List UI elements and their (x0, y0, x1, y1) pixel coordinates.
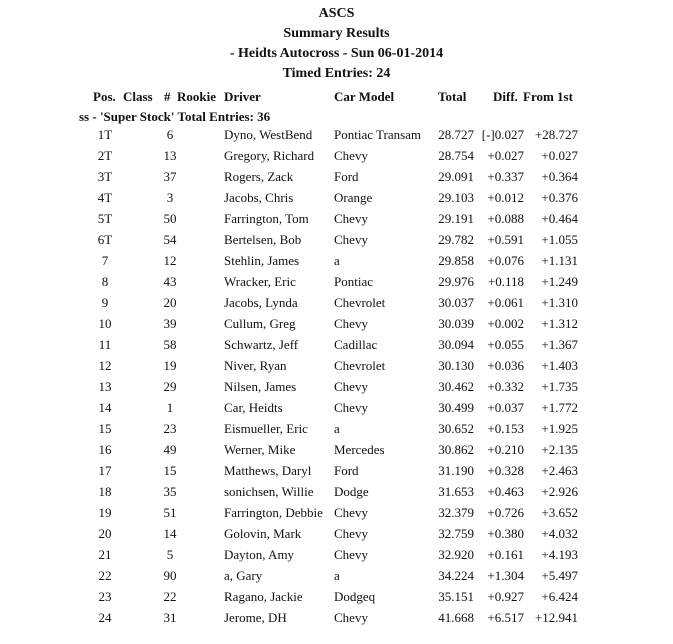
row-pos: 22 (98, 568, 112, 583)
row-pos: 12 (98, 358, 112, 373)
row-number: 5 (166, 547, 174, 562)
row-total: 30.094 (438, 337, 474, 352)
row-from-first: +0.376 (541, 190, 578, 205)
row-driver: Rogers, Zack (224, 169, 294, 184)
row-from-first: +6.424 (541, 589, 578, 604)
row-total: 32.379 (438, 505, 474, 520)
row-car-model: Chevy (334, 379, 368, 394)
row-car-model: Chevy (334, 148, 368, 163)
row-number: 51 (163, 505, 177, 520)
row-pos: 16 (98, 442, 112, 457)
row-driver: sonichsen, Willie (224, 484, 314, 499)
row-car-model: Pontiac Transam (334, 127, 422, 142)
row-number: 6 (166, 127, 174, 142)
row-from-first: +1.310 (541, 295, 578, 310)
row-car-model: a (334, 253, 340, 268)
row-total: 34.224 (438, 568, 474, 583)
row-car-model: Chevy (334, 505, 368, 520)
row-number: 49 (163, 442, 177, 457)
col-diff: Diff. (493, 89, 518, 104)
report-title: Summary Results (283, 26, 390, 41)
row-diff: +0.161 (487, 547, 524, 562)
row-diff: +0.037 (487, 400, 524, 415)
row-total: 31.653 (438, 484, 474, 499)
row-total: 29.858 (438, 253, 474, 268)
row-from-first: +0.364 (541, 169, 578, 184)
row-pos: 9 (101, 295, 109, 310)
row-total: 29.091 (438, 169, 474, 184)
row-total: 29.191 (438, 211, 474, 226)
row-diff: +0.076 (487, 253, 524, 268)
row-pos: 8 (101, 274, 109, 289)
row-diff: +0.463 (487, 484, 524, 499)
row-number: 90 (163, 568, 177, 583)
row-number: 37 (163, 169, 177, 184)
row-driver: Bertelsen, Bob (224, 232, 302, 247)
row-total: 30.652 (438, 421, 474, 436)
row-from-first: +1.055 (541, 232, 578, 247)
row-number: 35 (163, 484, 177, 499)
row-car-model: Chevy (334, 547, 368, 562)
row-number: 14 (163, 526, 177, 541)
row-from-first: +28.727 (534, 127, 578, 142)
row-driver: Jerome, DH (224, 610, 287, 625)
row-pos: 24 (98, 610, 112, 625)
row-number: 58 (163, 337, 177, 352)
org-title: ASCS (318, 6, 355, 21)
row-number: 39 (163, 316, 177, 331)
row-total: 30.862 (438, 442, 474, 457)
row-pos: 2T (97, 148, 113, 163)
row-driver: Wracker, Eric (224, 274, 296, 289)
row-driver: Jacobs, Lynda (224, 295, 298, 310)
row-from-first: +1.925 (541, 421, 578, 436)
row-car-model: a (334, 568, 340, 583)
row-pos: 6T (97, 232, 113, 247)
row-total: 35.151 (438, 589, 474, 604)
row-number: 23 (163, 421, 177, 436)
row-driver: Farrington, Tom (224, 211, 309, 226)
row-car-model: Chevy (334, 610, 368, 625)
row-total: 29.782 (438, 232, 474, 247)
row-from-first: +0.464 (541, 211, 578, 226)
row-diff: +0.002 (487, 316, 524, 331)
row-car-model: Chevy (334, 316, 368, 331)
row-number: 54 (163, 232, 177, 247)
row-number: 19 (163, 358, 177, 373)
row-diff: +0.055 (487, 337, 524, 352)
row-diff: +0.118 (487, 274, 524, 289)
row-pos: 21 (98, 547, 112, 562)
row-pos: 1T (97, 127, 113, 142)
row-car-model: Ford (334, 463, 359, 478)
row-pos: 19 (98, 505, 112, 520)
row-car-model: Mercedes (334, 442, 385, 457)
row-total: 30.039 (438, 316, 474, 331)
row-driver: Niver, Ryan (224, 358, 287, 373)
row-pos: 11 (98, 337, 112, 352)
row-diff: +0.210 (487, 442, 524, 457)
row-from-first: +1.367 (541, 337, 578, 352)
row-total: 28.754 (438, 148, 474, 163)
col-class: Class (123, 89, 153, 104)
row-diff: +0.088 (487, 211, 524, 226)
timed-entries: Timed Entries: 24 (282, 66, 391, 81)
col-total: Total (438, 89, 467, 104)
row-driver: Ragano, Jackie (224, 589, 303, 604)
row-driver: Gregory, Richard (224, 148, 315, 163)
row-total: 41.668 (438, 610, 474, 625)
row-diff: +0.328 (487, 463, 524, 478)
row-car-model: Chevrolet (334, 295, 386, 310)
row-car-model: Chevy (334, 526, 368, 541)
row-diff: +0.927 (487, 589, 524, 604)
row-car-model: Cadillac (334, 337, 378, 352)
row-car-model: Chevy (334, 232, 368, 247)
row-diff: +1.304 (487, 568, 524, 583)
row-pos: 13 (98, 379, 112, 394)
row-diff: +0.027 (487, 148, 524, 163)
row-pos: 14 (98, 400, 112, 415)
row-driver: a, Gary (224, 568, 263, 583)
row-from-first: +4.193 (541, 547, 578, 562)
row-driver: Golovin, Mark (224, 526, 302, 541)
row-car-model: Ford (334, 169, 359, 184)
row-pos: 17 (98, 463, 112, 478)
row-pos: 10 (98, 316, 112, 331)
row-driver: Schwartz, Jeff (224, 337, 299, 352)
row-diff: +0.337 (487, 169, 524, 184)
row-car-model: Dodgeq (334, 589, 376, 604)
row-driver: Farrington, Debbie (224, 505, 323, 520)
row-total: 31.190 (438, 463, 474, 478)
row-driver: Dyno, WestBend (224, 127, 313, 142)
row-car-model: Pontiac (334, 274, 373, 289)
row-diff: +0.153 (487, 421, 524, 436)
row-from-first: +1.249 (541, 274, 578, 289)
row-from-first: +1.312 (541, 316, 578, 331)
row-diff: +0.332 (487, 379, 524, 394)
row-car-model: Chevy (334, 400, 368, 415)
row-from-first: +2.135 (541, 442, 578, 457)
row-number: 15 (163, 463, 177, 478)
row-pos: 23 (98, 589, 112, 604)
row-pos: 7 (101, 253, 109, 268)
col-pos: Pos. (93, 89, 116, 104)
event-title: - Heidts Autocross - Sun 06-01-2014 (229, 46, 444, 61)
row-diff: +0.591 (487, 232, 524, 247)
row-from-first: +1.131 (541, 253, 578, 268)
row-pos: 4T (97, 190, 113, 205)
row-pos: 20 (98, 526, 112, 541)
row-total: 29.103 (438, 190, 474, 205)
row-total: 32.920 (438, 547, 474, 562)
row-car-model: Orange (334, 190, 373, 205)
row-diff: [-]0.027 (481, 127, 524, 142)
row-driver: Werner, Mike (224, 442, 296, 457)
row-car-model: Dodge (334, 484, 369, 499)
row-car-model: a (334, 421, 340, 436)
row-from-first: +4.032 (541, 526, 578, 541)
row-total: 29.976 (438, 274, 474, 289)
row-from-first: +2.926 (541, 484, 578, 499)
row-driver: Dayton, Amy (224, 547, 295, 562)
row-number: 1 (166, 400, 174, 415)
row-number: 20 (163, 295, 177, 310)
row-total: 30.462 (438, 379, 474, 394)
row-total: 30.130 (438, 358, 474, 373)
row-diff: +0.036 (487, 358, 524, 373)
row-driver: Cullum, Greg (224, 316, 296, 331)
row-number: 12 (163, 253, 177, 268)
row-diff: +6.517 (487, 610, 524, 625)
class-header: ss - 'Super Stock' Total Entries: 36 (79, 109, 271, 124)
row-from-first: +1.735 (541, 379, 578, 394)
row-from-first: +0.027 (541, 148, 578, 163)
row-diff: +0.380 (487, 526, 524, 541)
row-number: 43 (163, 274, 177, 289)
row-total: 30.499 (438, 400, 474, 415)
row-total: 32.759 (438, 526, 474, 541)
row-driver: Stehlin, James (224, 253, 300, 268)
row-diff: +0.726 (487, 505, 524, 520)
col-from-first: From 1st (523, 89, 573, 104)
row-driver: Nilsen, James (224, 379, 297, 394)
row-from-first: +1.403 (541, 358, 578, 373)
row-car-model: Chevrolet (334, 358, 386, 373)
row-from-first: +5.497 (541, 568, 578, 583)
row-driver: Jacobs, Chris (224, 190, 294, 205)
row-driver: Matthews, Daryl (224, 463, 312, 478)
row-pos: 5T (97, 211, 113, 226)
row-total: 30.037 (438, 295, 474, 310)
col-number: # (164, 89, 171, 104)
row-total: 28.727 (438, 127, 474, 142)
row-pos: 18 (98, 484, 112, 499)
row-number: 29 (163, 379, 177, 394)
row-number: 31 (163, 610, 177, 625)
row-diff: +0.061 (487, 295, 524, 310)
row-diff: +0.012 (487, 190, 524, 205)
row-number: 13 (163, 148, 177, 163)
col-driver: Driver (224, 89, 261, 104)
row-driver: Car, Heidts (224, 400, 283, 415)
row-pos: 3T (97, 169, 113, 184)
col-car-model: Car Model (334, 89, 395, 104)
col-rookie: Rookie (177, 89, 216, 104)
row-pos: 15 (98, 421, 112, 436)
row-number: 50 (163, 211, 177, 226)
row-number: 22 (163, 589, 177, 604)
row-driver: Eismueller, Eric (224, 421, 308, 436)
row-from-first: +12.941 (534, 610, 578, 625)
row-from-first: +2.463 (541, 463, 578, 478)
row-from-first: +3.652 (541, 505, 578, 520)
row-car-model: Chevy (334, 211, 368, 226)
row-from-first: +1.772 (541, 400, 578, 415)
row-number: 3 (166, 190, 174, 205)
